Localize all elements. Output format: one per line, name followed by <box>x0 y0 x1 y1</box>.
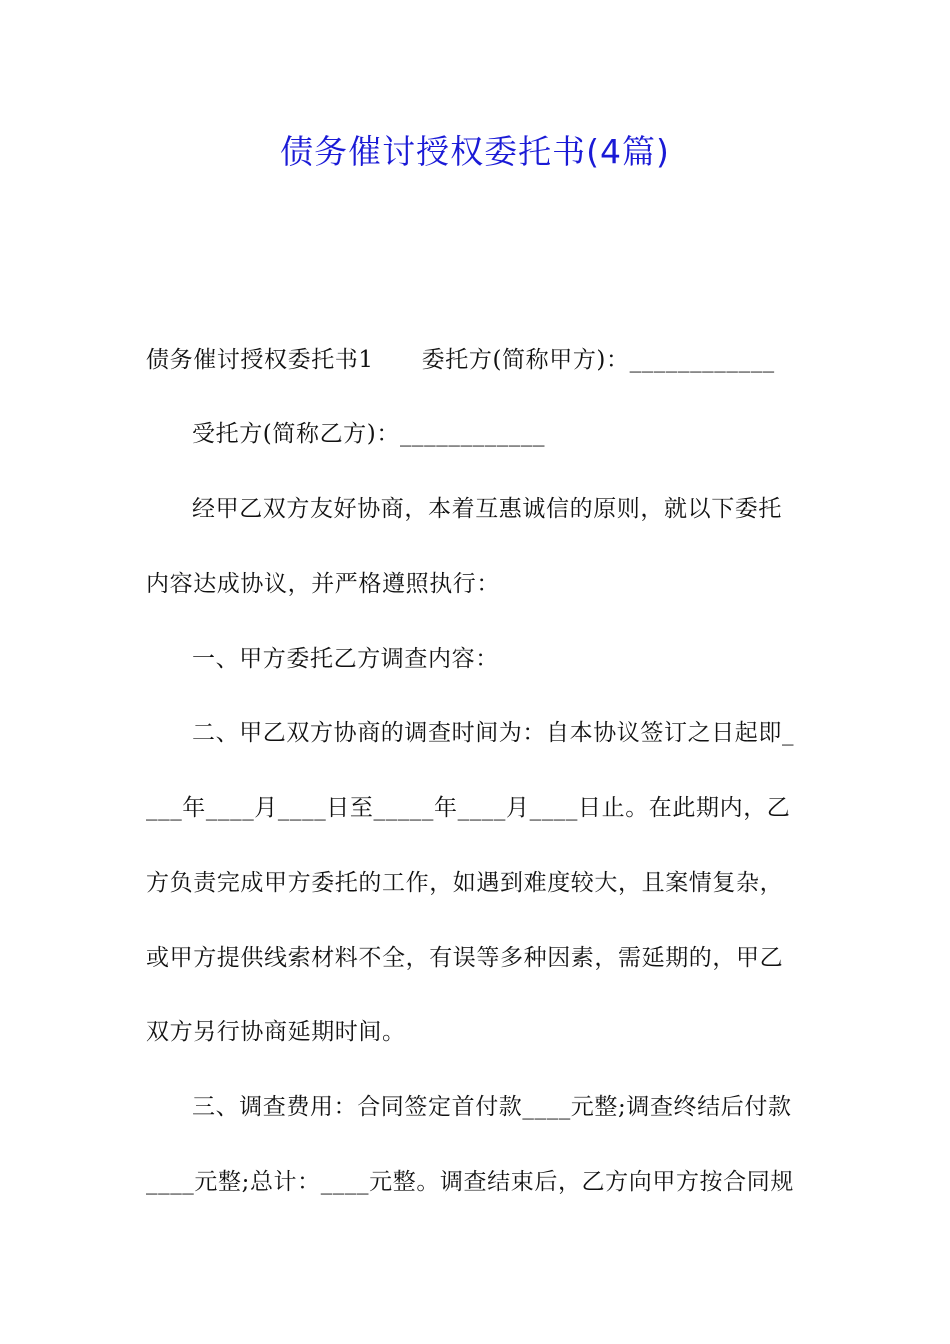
agent-field: 受托方(简称乙方)：____________ <box>192 421 546 447</box>
paragraph-line: ___年____月____日至_____年____月____日止。在此期内，乙 <box>146 795 791 821</box>
first-line <box>146 342 775 378</box>
document-title: 债务催讨授权委托书(4篇) <box>280 132 670 171</box>
paragraph-line: 三、调查费用：合同签定首付款____元整;调查终结后付款 <box>192 1094 792 1120</box>
section-heading: 债务催讨授权委托书1 <box>146 347 374 373</box>
principal-field: 委托方(简称甲方)：____________ <box>421 347 775 373</box>
paragraph-line: 二、甲乙双方协商的调查时间为：自本协议签订之日起即_ <box>192 720 795 746</box>
paragraph-line: 经甲乙双方友好协商，本着互惠诚信的原则，就以下委托 <box>192 496 782 522</box>
paragraph-line: 内容达成协议，并严格遵照执行： <box>146 571 500 597</box>
paragraph-line: ____元整;总计：____元整。调查结束后，乙方向甲方按合同规 <box>146 1169 794 1195</box>
paragraph-line: 或甲方提供线索材料不全，有误等多种因素，需延期的，甲乙 <box>146 945 784 971</box>
paragraph-line: 双方另行协商延期时间。 <box>146 1019 406 1045</box>
paragraph-line: 一、甲方委托乙方调查内容： <box>192 646 499 672</box>
paragraph-line: 方负责完成甲方委托的工作，如遇到难度较大，且案情复杂， <box>146 870 784 896</box>
